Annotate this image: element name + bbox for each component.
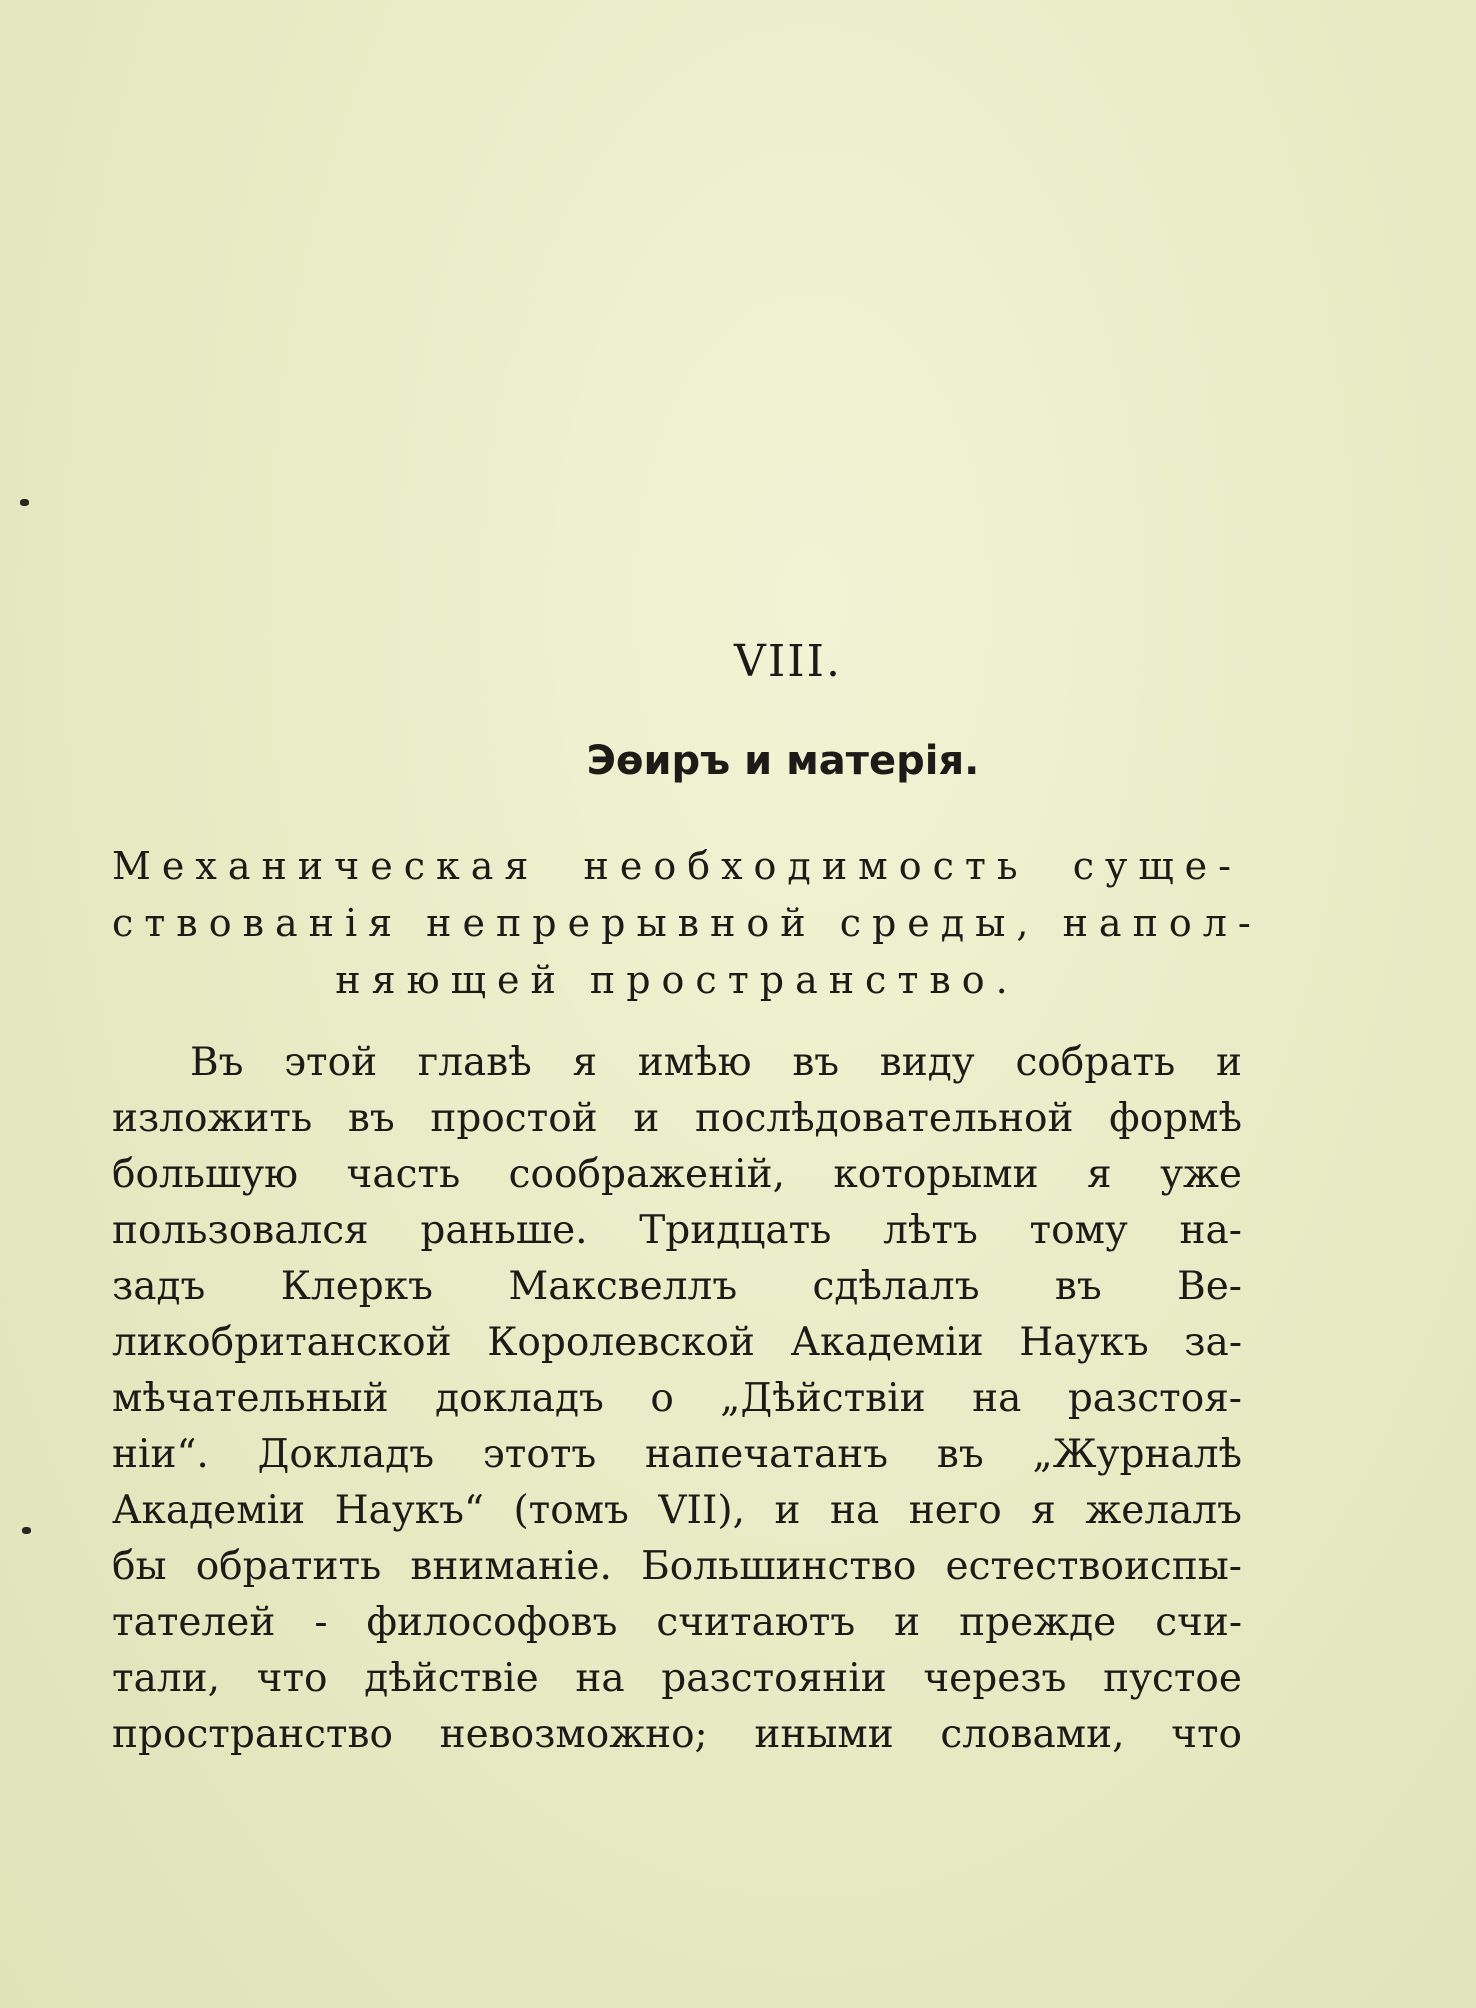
- body-line: ликобританской Королевской Академіи Наукъ за-: [112, 1320, 1242, 1365]
- body-line: тателей - философовъ считаютъ и прежде счи-: [112, 1600, 1242, 1645]
- body-line: большую часть соображеній, которыми я уже: [112, 1152, 1242, 1197]
- chapter-subtitle: [112, 838, 1262, 1009]
- subtitle-line: ствованія непрерывной среды, напол-: [112, 901, 1262, 945]
- subtitle-line: няющей пространство.: [335, 958, 1019, 1002]
- body-line: бы обратить вниманіе. Большинство естествоиспы-: [112, 1544, 1242, 1589]
- body-line: изложить въ простой и послѣдовательной формѣ: [112, 1096, 1242, 1141]
- body-line: Академіи Наукъ“ (томъ VII), и на него я желалъ: [112, 1488, 1242, 1533]
- body-paragraph: [112, 1035, 1242, 1763]
- chapter-number: VIII.: [734, 636, 842, 687]
- margin-mark: [20, 499, 29, 506]
- body-line: Въ этой главѣ я имѣю въ виду собрать и: [190, 1040, 1242, 1085]
- body-line: задъ Клеркъ Максвеллъ сдѣлалъ въ Ве-: [112, 1264, 1242, 1309]
- chapter-title: Эѳиръ и матерія.: [586, 738, 980, 784]
- body-line: мѣчательный докладъ о „Дѣйствіи на разстоя-: [112, 1376, 1242, 1421]
- body-line: пространство невозможно; иными словами, что: [112, 1712, 1242, 1757]
- body-line: ніи“. Докладъ этотъ напечатанъ въ „Журналѣ: [112, 1432, 1242, 1477]
- subtitle-line: Механическая необходимость суще-: [112, 844, 1242, 888]
- body-line: тали, что дѣйствіе на разстояніи черезъ пустое: [112, 1656, 1242, 1701]
- margin-mark: [22, 1527, 31, 1534]
- body-line: пользовался раньше. Тридцать лѣтъ тому на-: [112, 1208, 1242, 1253]
